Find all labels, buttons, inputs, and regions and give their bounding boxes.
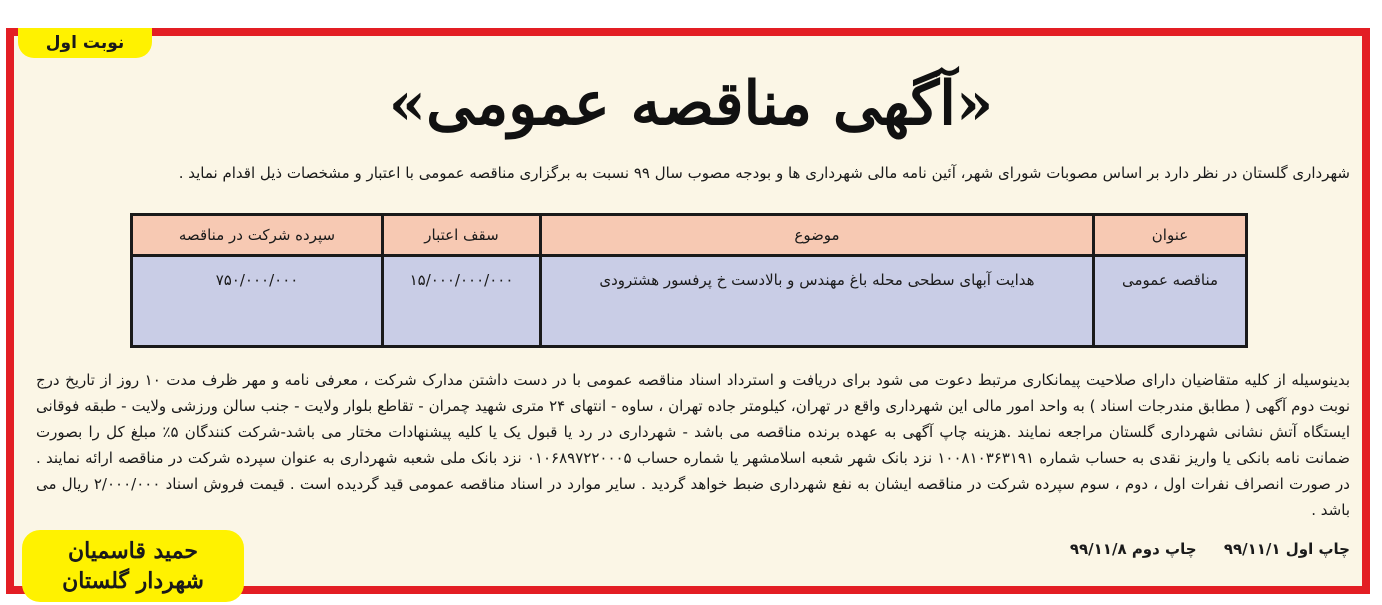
intro-paragraph: شهرداری گلستان در نظر دارد بر اساس مصوبات شورای شهر، آئین نامه مالی شهرداری ها و بودجه مصوب سال ۹۹ نسبت به برگزاری مناقصه عمومی با اعتبار و مشخصات ذیل اقدام نماید .: [178, 164, 1350, 182]
cell-title: مناقصه عمومی: [1094, 256, 1247, 347]
signatory-name: حمید قاسمیان: [67, 538, 199, 564]
signature-badge: [22, 530, 244, 602]
second-print-date: چاپ دوم ۹۹/۱۱/۸: [1069, 540, 1197, 558]
table-header-row: [132, 215, 1247, 256]
first-print-date: چاپ اول ۹۹/۱۱/۱: [1223, 540, 1350, 558]
cell-deposit: ۷۵۰/۰۰۰/۰۰۰: [132, 256, 383, 347]
column-header-subject: موضوع: [541, 215, 1094, 256]
table-row: [132, 256, 1247, 347]
column-header-budget-cap: سقف اعتبار: [383, 215, 541, 256]
cell-subject: هدایت آبهای سطحی محله باغ مهندس و بالادست خ پرفسور هشترودی: [541, 256, 1094, 347]
tender-table: [130, 213, 1248, 348]
column-header-deposit: سپرده شرکت در مناقصه: [132, 215, 383, 256]
signatory-role: شهردار گلستان: [62, 568, 204, 594]
body-paragraph: بدینوسیله از کلیه متقاضیان دارای صلاحیت پیمانکاری مرتبط دعوت می شود برای دریافت و استرداد اسناد مناقصه عمومی با در دست داشتن مدارک شرکت ، معرفی نامه و مهر ظرف مدت ۱۰ روز از تاریخ درج نوبت دوم آگهی ( مطابق مندرجات اسناد ) به واحد امور مالی این شهرداری واقع در تهران، کیلومتر جاده تهران ، ساوه - انتهای ۲۴ متری شهید چمران - تقاطع بلوار ولایت - جنب سالن ورزشی ولایت - طبقه فوقانی ایستگاه آتش نشانی شهرداری گلستان مراجعه نمایند .هزینه چاپ آگهی به عهده برنده مناقصه می باشد - شهرداری در رد یا قبول یک یا کلیه پیشنهادات مختار می باشد-شرکت کنندگان ۵٪ مبلغ کل را بصورت ضمانت نامه بانکی یا واریز نقدی به حساب شماره ۱۰۰۸۱۰۳۶۳۱۹۱ نزد بانک شهر شعبه اسلامشهر یا شماره حساب ۰۱۰۶۸۹۷۲۲۰۰۰۵ نزد بانک ملی شعبه شهرداری به عنوان سپرده شرکت در مناقصه ارائه نمایند . در صورت انصراف نفرات اول ، دوم ، سوم سپرده شرکت در مناقصه ایشان به نفع شهرداری ضبط خواهد گردید . سایر موارد در اسناد مناقصه عمومی قید گردیده است . قیمت فروش اسناد ۲/۰۰۰/۰۰۰ ریال می باشد .: [36, 371, 1351, 519]
round-badge: نوبت اول: [18, 28, 152, 58]
cell-budget-cap: ۱۵/۰۰۰/۰۰۰/۰۰۰: [383, 256, 541, 347]
page-title: «آگهی مناقصه عمومی»: [388, 69, 994, 139]
column-header-title: عنوان: [1094, 215, 1247, 256]
